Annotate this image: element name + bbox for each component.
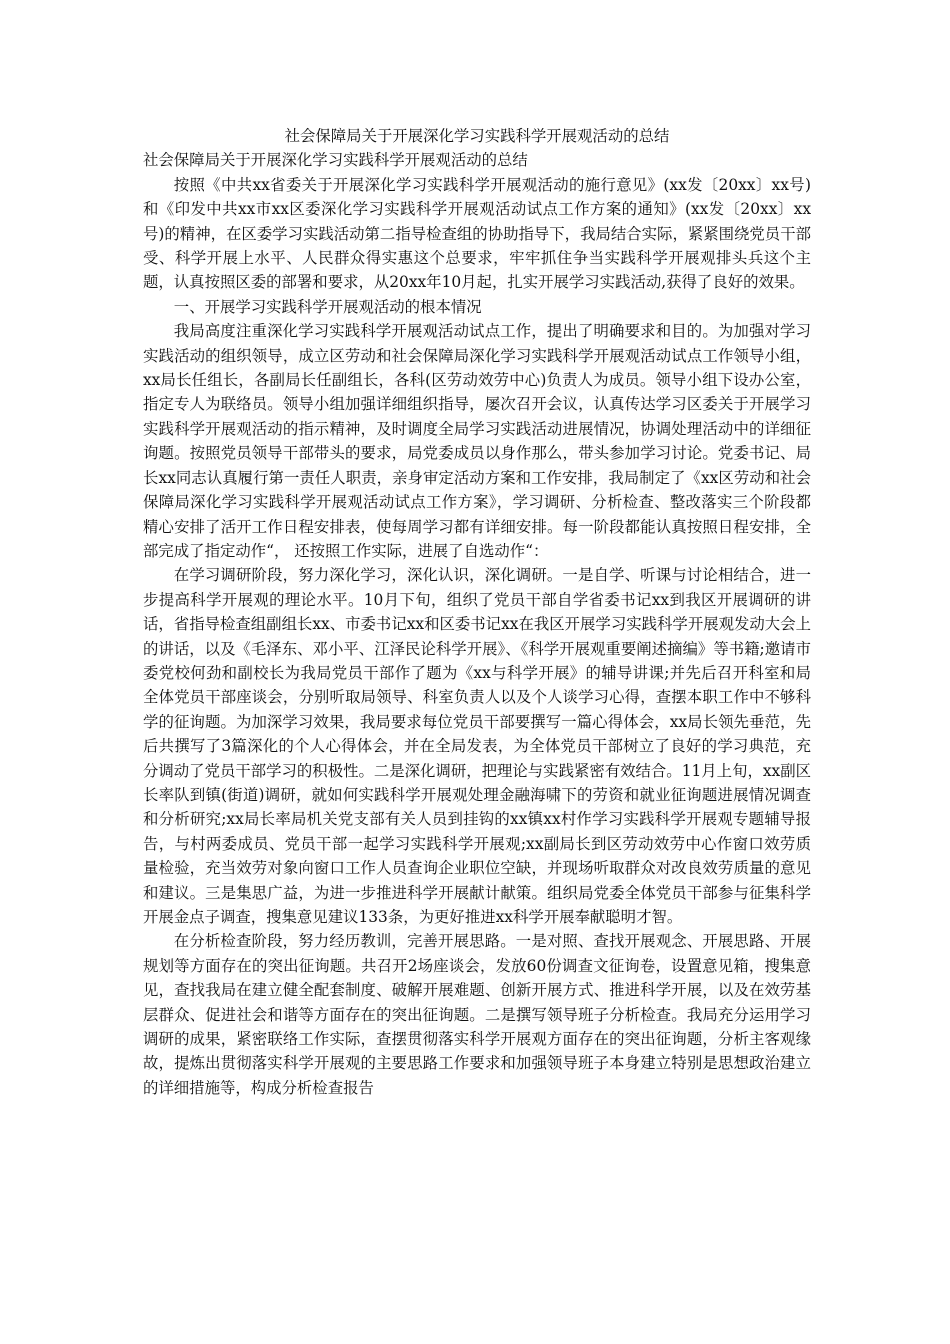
document-page — [143, 124, 811, 1100]
body-paragraph: 在学习调研阶段，努力深化学习，深化认识，深化调研。一是自学、听课与讨论相结合，进一步提高科学开展观的理论水平。10月下旬，组织了党员干部自学省委书记xx到我区开展调研的讲话，省指导检查组副组长xx、市委书记xx和区委书记xx在我区开展学习实践科学开展观发动大会上的讲话，以及《毛泽东、邓小平、江泽民论科学开展》、《科学开展观重要阐述摘编》等书籍;邀请市委党校何劲和副校长为我局党员干部作了题为《xx与科学开展》的辅导讲课;并先后召开科室和局全体党员干部座谈会，分别听取局领导、科室负责人以及个人谈学习心得，查摆本职工作中不够科学的征询题。为加深学习效果，我局要求每位党员干部要撰写一篇心得体会，xx局长领先垂范，先后共撰写了3篇深化的个人心得体会，并在全局发表，为全体党员干部树立了良好的学习典范，充分调动了党员干部学习的积极性。二是深化调研，把理论与实践紧密有效结合。11月上旬，xx副区长率队到镇(街道)调研，就如何实践科学开展观处理金融海啸下的劳资和就业征询题进展情况调查和分析研究;xx局长率局机关党支部有关人员到挂钩的xx镇xx村作学习实践科学开展观专题辅导报告，与村两委成员、党员干部一起学习实践科学开展观;xx副局长到区劳动效劳中心作窗口效劳质量检验，充当效劳对象向窗口工作人员查询企业职位空缺，并现场听取群众对改良效劳质量的意见和建议。三是集思广益，为进一步推进科学开展献计献策。组织局党委全体党员干部参与征集科学开展金点子调查，搜集意见建议133条，为更好推进xx科学开展奉献聪明才智。 — [143, 566, 811, 926]
body-paragraph: 我局高度注重深化学习实践科学开展观活动试点工作，提出了明确要求和目的。为加强对学习实践活动的组织领导，成立区劳动和社会保障局深化学习实践科学开展观活动试点工作领导小组，xx局长任组长，各副局长任副组长，各科(区劳动效劳中心)负责人为成员。领导小组下设办公室，指定专人为联络员。领导小组加强详细组织指导，屡次召开会议，认真传达学习区委关于开展学习实践科学开展观活动的指示精神，及时调度全局学习实践活动进展情况，协调处理活动中的详细征询题。按照党员领导干部带头的要求，局党委成员以身作那么，带头参加学习讨论。党委书记、局长xx同志认真履行第一责任人职责，亲身审定活动方案和工作安排，我局制定了《xx区劳动和社会保障局深化学习实践科学开展观活动试点工作方案》，学习调研、分析检查、整改落实三个阶段都精心安排了活开工作日程安排表，使每周学习都有详细安排。每一阶段都能认真按照日程安排，全部完成了指定动作“， 还按照工作实际，进展了自选动作“： — [143, 322, 811, 560]
section-heading: 一、开展学习实践科学开展观活动的根本情况 — [173, 297, 482, 316]
document-title: 社会保障局关于开展深化学习实践科学开展观活动的总结 — [284, 127, 670, 145]
document-subtitle: 社会保障局关于开展深化学习实践科学开展观活动的总结 — [143, 151, 528, 170]
body-paragraph: 在分析检查阶段，努力经历教训，完善开展思路。一是对照、查找开展观念、开展思路、开展规划等方面存在的突出征询题。共召开2场座谈会，发放60份调查文征询卷，设置意见箱，搜集意见，查找我局在建立健全配套制度、破解开展难题、创新开展方式、推进科学开展，以及在效劳基层群众、促进社会和谐等方面存在的突出征询题。二是撰写领导班子分析检查。我局充分运用学习调研的成果，紧密联络工作实际，查摆贯彻落实科学开展观方面存在的突出征询题，分析主客观缘故，提炼出贯彻落实科学开展观的主要思路工作要求和加强领导班子本身建立特别是思想政治建立的详细措施等，构成分析检查报告 — [143, 932, 811, 1097]
intro-paragraph: 按照《中共xx省委关于开展深化学习实践科学开展观活动的施行意见》(xx发〔20xx〕xx号)和《印发中共xx市xx区委深化学习实践科学开展观活动试点工作方案的通知》(xx发〔20xx〕xx号)的精神，在区委学习实践活动第二指导检查组的协助指导下，我局结合实际，紧紧围绕党员干部受、科学开展上水平、人民群众得实惠这个总要求，牢牢抓住争当实践科学开展观排头兵这个主题，认真按照区委的部署和要求，从20xx年10月起，扎实开展学习实践活动,获得了良好的效果。 — [143, 175, 811, 292]
